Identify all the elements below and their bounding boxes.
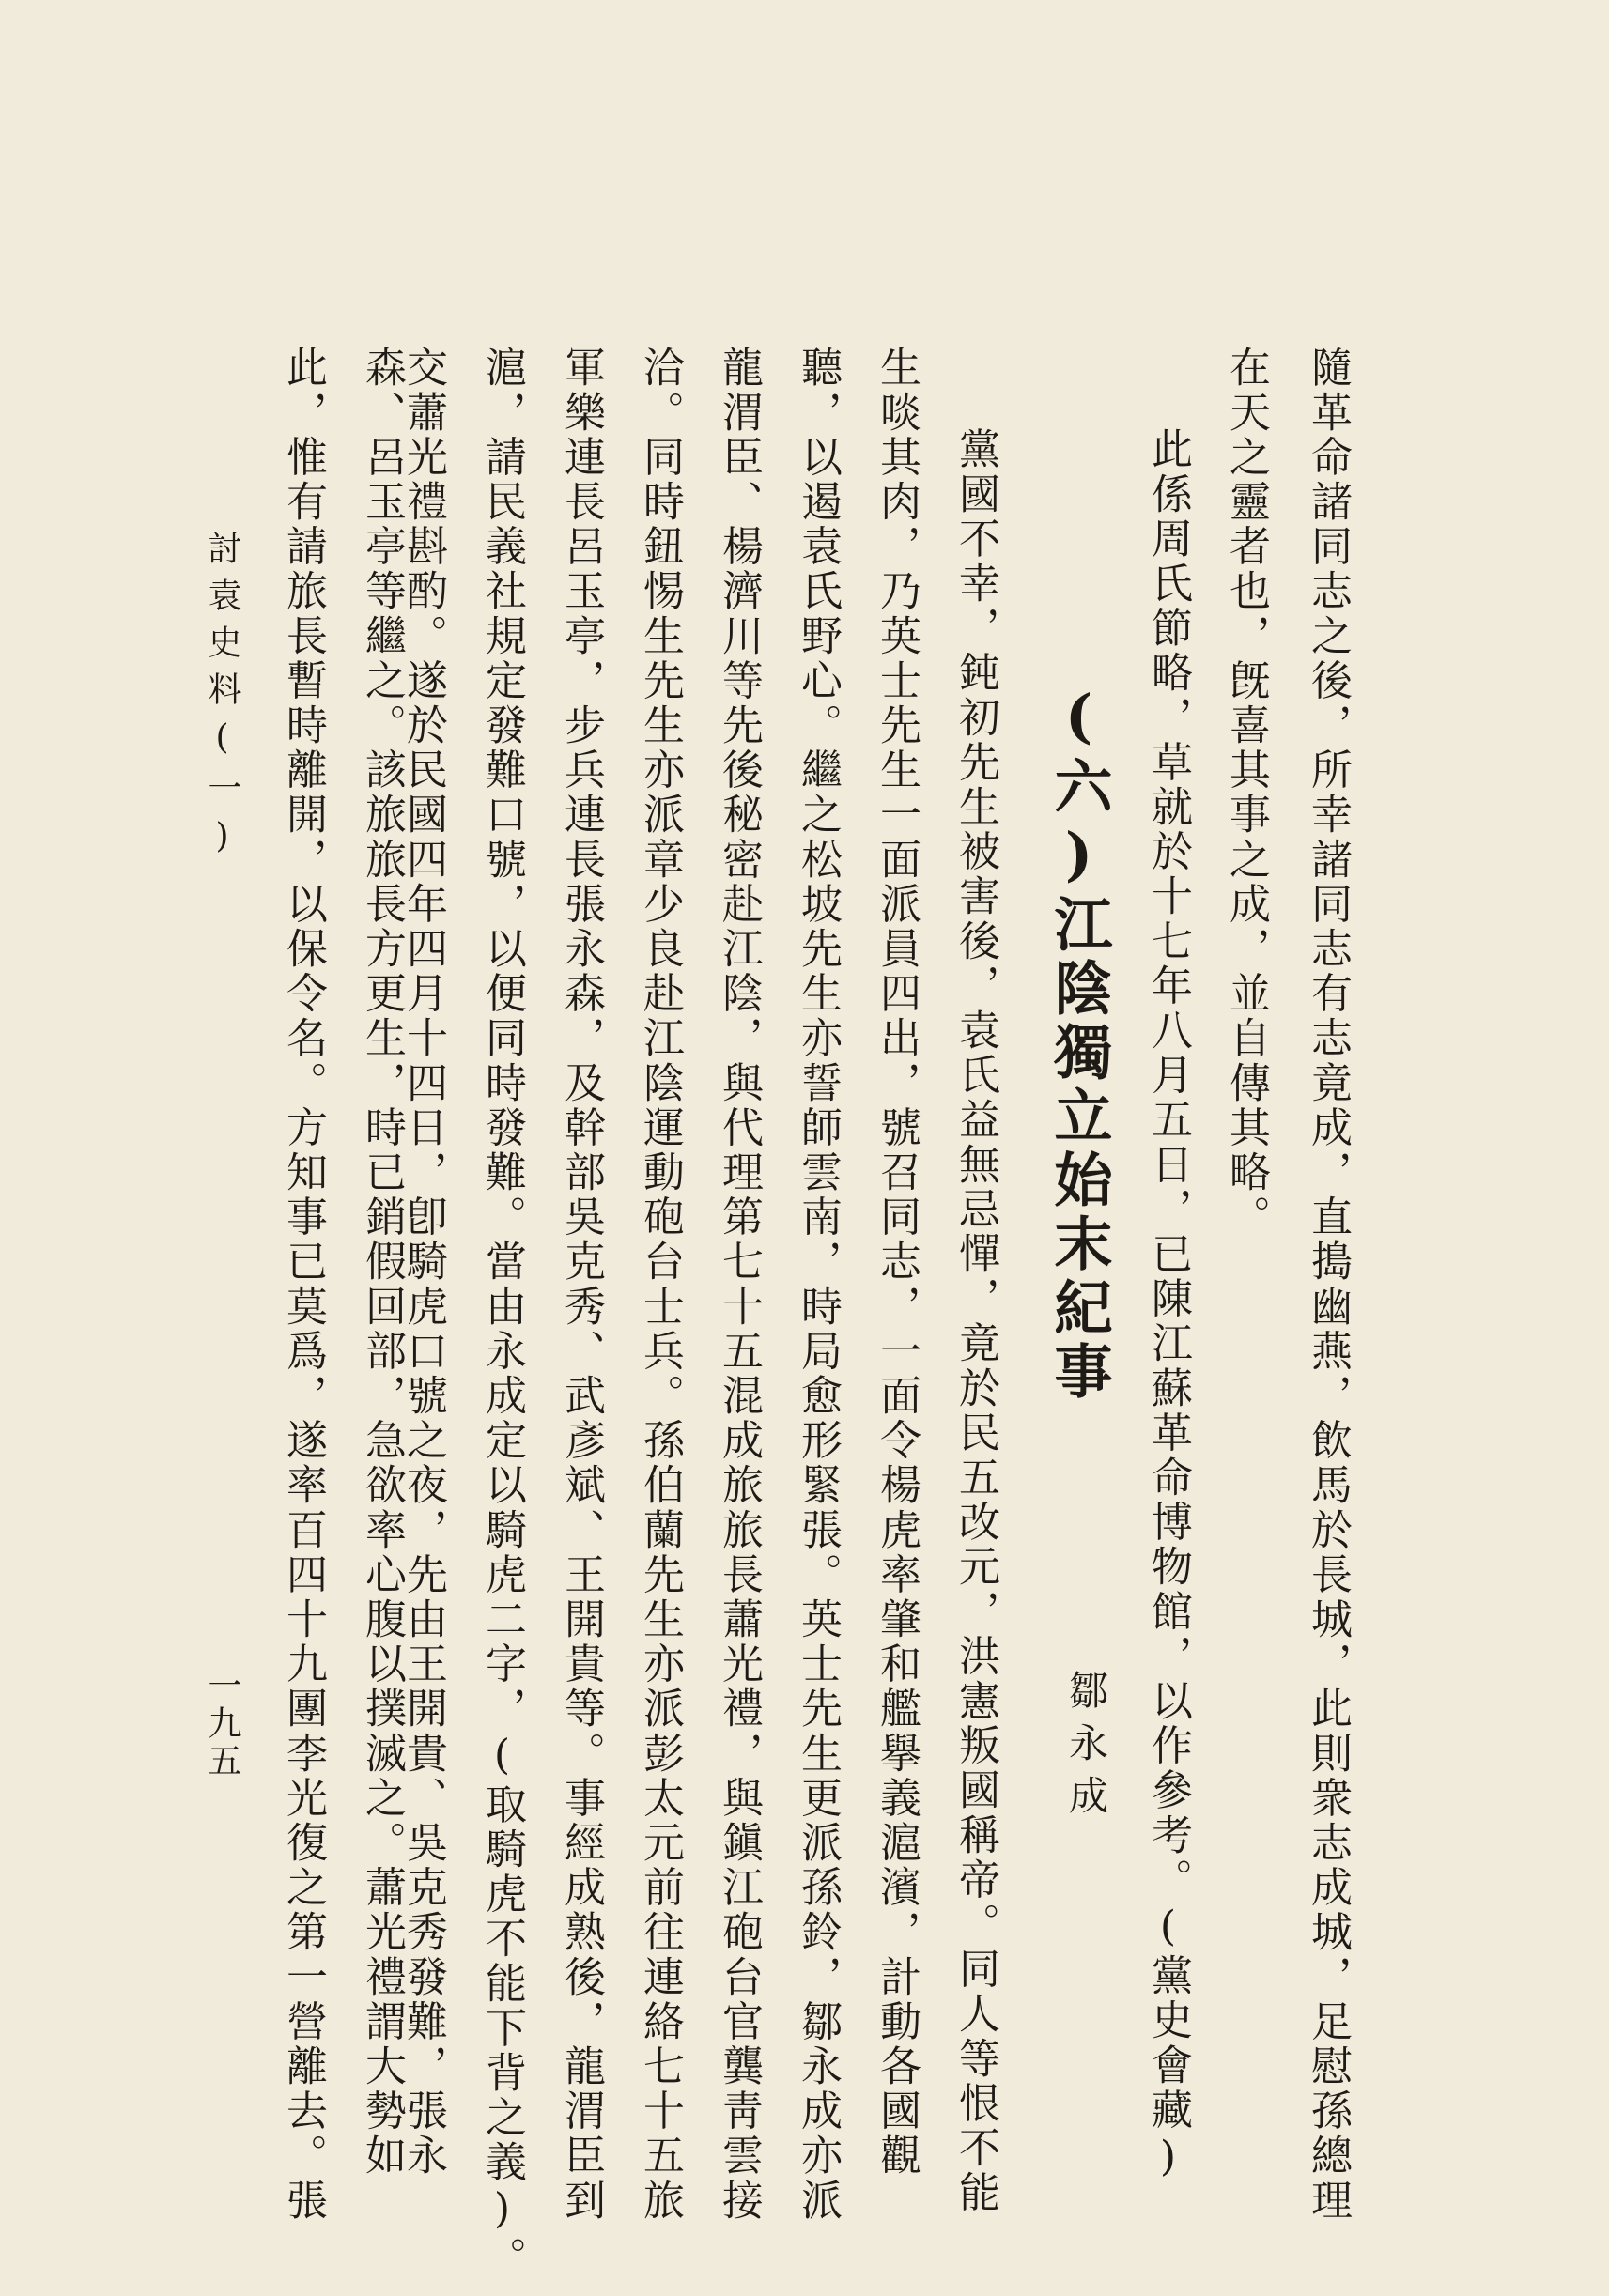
- book-title-footer: 討袁史料(一): [203, 531, 241, 869]
- text-column-10: 交蕭光禮斟酌。遂於民國四年四月十四日，卽騎虎口號之夜，先由王開貴、吳克秀發難，張永: [399, 346, 447, 2179]
- text-column-12: 此，惟有請旅長暫時離開，以保令名。方知事已莫爲，遂率百四十九團李光復之第一營離去。張: [279, 346, 327, 2224]
- page-number: 一九五: [203, 1668, 241, 1780]
- text-column-7: 洽。同時鈕惕生先生亦派章少良赴江陰運動砲台士兵。孫伯蘭先生亦派彭太元前往連絡七十五旅: [636, 346, 684, 2224]
- author-name: 鄒永成: [1063, 1670, 1109, 1827]
- text-column-11: 森、呂玉亭等繼之。該旅旅長方更生，時已銷假回部，急欲率心腹以撲滅之。蕭光禮謂大勢如: [358, 346, 406, 2179]
- text-column-5: 聽，以遏袁氏野心。繼之松坡先生亦誓師雲南，時局愈形緊張。英士先生更派孫鈴，鄒永成亦派: [794, 346, 842, 2224]
- text-column-4: 生啖其肉，乃英士先生一面派員四出，號召同志，一面令楊虎率肇和艦擧義滬濱，計動各國觀: [873, 346, 921, 2179]
- text-column-6: 龍渭臣、楊濟川等先後秘密赴江陰，與代理第七十五混成旅旅長蕭光禮，與鎭江砲台官龔靑雲接: [715, 346, 763, 2224]
- text-column-3: 黨國不幸，鈍初先生被害後，袁氏益無忌憚，竟於民五改元，洪憲叛國稱帝。同人等恨不能: [951, 427, 999, 2215]
- note-column: 此係周氏節略，草就於十七年八月五日，已陳江蘇革命博物館，以作參考。(黨史會藏): [1144, 427, 1192, 2184]
- section-title: (六)江陰獨立始末紀事: [1044, 682, 1113, 1405]
- text-column-9: 滬，請民義社規定發難口號，以便同時發難。當由永成定以騎虎二字，(取騎虎不能下背之義)。: [478, 346, 526, 2281]
- text-column-1: 隨革命諸同志之後，所幸諸同志有志竟成，直搗幽燕，飲馬於長城，此則衆志成城，足慰孫總理: [1304, 346, 1352, 2224]
- text-column-8: 軍樂連長呂玉亭，步兵連長張永森，及幹部吳克秀、武彥斌、王開貴等。事經成熟後，龍渭臣到: [557, 346, 605, 2224]
- text-column-2: 在天之靈者也，旣喜其事之成，並自傳其略。: [1222, 346, 1270, 1240]
